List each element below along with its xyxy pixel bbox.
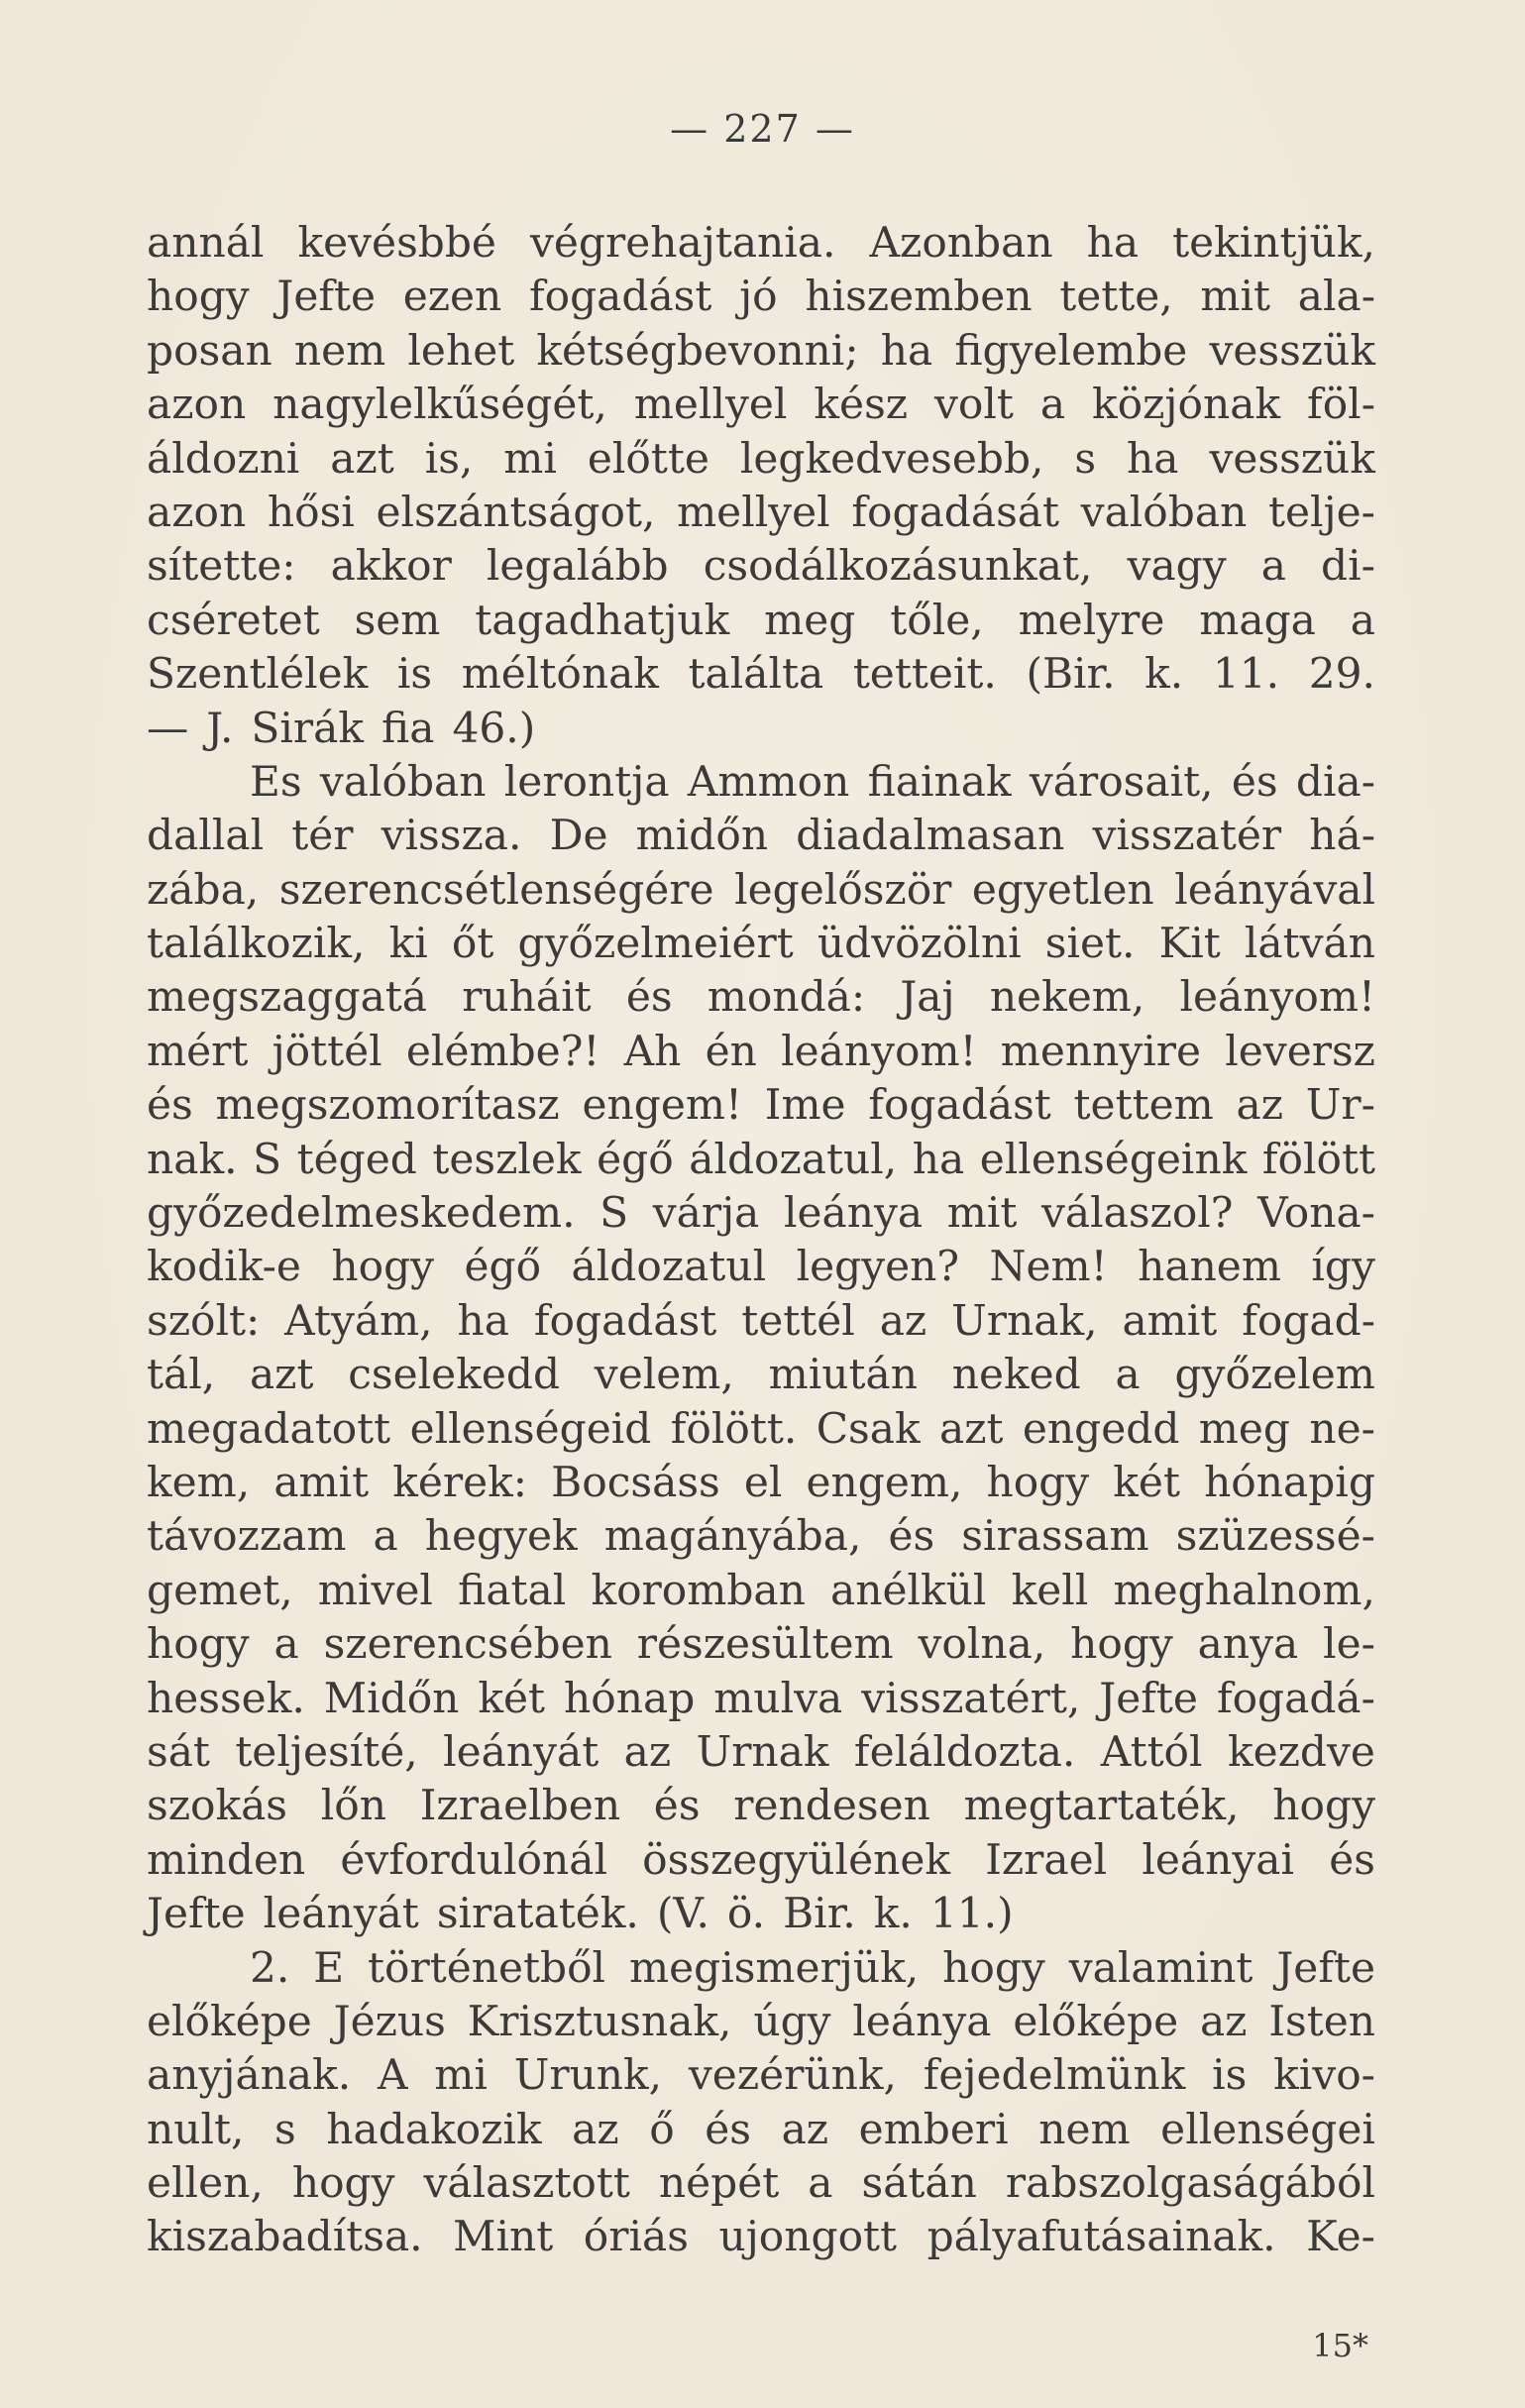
text-line: találkozik, ki őt győzelmeiért üdvözölni siet. Kit látván — [147, 919, 1375, 968]
text-line: áldozni azt is, mi előtte legkedvesebb, s ha vesszük — [147, 433, 1375, 483]
text-line: tál, azt cselekedd velem, miután neked a győzelem — [147, 1350, 1375, 1399]
text-line: gemet, mivel fiatal koromban anélkül kell meghalnom, — [147, 1565, 1375, 1614]
text-line: megadatott ellenségeid fölött. Csak azt engedd meg ne- — [147, 1403, 1375, 1453]
text-line: sát teljesíté, leányát az Urnak feláldozta. Attól kezdve — [147, 1726, 1375, 1776]
text-line: Es valóban lerontja Ammon fiainak városait, és dia- — [250, 756, 1375, 806]
text-line: Szentlélek is méltónak találta tetteit. (Bir. k. 11. 29. — [147, 649, 1375, 699]
text-line: dallal tér vissza. De midőn diadalmasan visszatér há- — [147, 811, 1375, 860]
text-line: szólt: Atyám, ha fogadást tettél az Urnak, amit fogad- — [147, 1295, 1375, 1345]
text-line: 2. E történetből megismerjük, hogy valamint Jefte — [250, 1942, 1375, 1992]
body-text — [147, 216, 1375, 2264]
text-line: annál kevésbbé végrehajtania. Azonban ha tekintjük, — [147, 218, 1375, 267]
text-line: Jefte leányát sirataték. (V. ö. Bir. k. 11.) — [147, 1889, 1014, 1938]
text-line: kiszabadítsa. Mint óriás ujongott pályafutásainak. Ke- — [147, 2212, 1375, 2261]
text-line: nak. S téged teszlek égő áldozatul, ha ellenségeink fölött — [147, 1134, 1375, 1183]
signature-mark: 15* — [1312, 2327, 1368, 2364]
text-line: győzedelmeskedem. S várja leánya mit válaszol? Vona- — [147, 1188, 1375, 1238]
text-line: anyjának. A mi Urunk, vezérünk, fejedelmünk is kivo- — [147, 2050, 1375, 2100]
text-line: minden évfordulónál összegyülének Izrael leányai és — [147, 1834, 1375, 1884]
text-line: ellen, hogy választott népét a sátán rabszolgaságából — [147, 2158, 1375, 2208]
text-line: cséretet sem tagadhatjuk meg tőle, melyre maga a — [147, 595, 1375, 644]
text-line: — J. Sirák fia 46.) — [147, 703, 536, 752]
text-line: posan nem lehet kétségbevonni; ha figyelembe vesszük — [147, 325, 1375, 375]
text-line: kem, amit kérek: Bocsáss el engem, hogy két hónapig — [147, 1457, 1375, 1506]
text-line: hogy Jefte ezen fogadást jó hiszemben tette, mit ala- — [147, 272, 1375, 321]
text-line: nult, s hadakozik az ő és az emberi nem ellenségei — [147, 2104, 1375, 2153]
text-line: zába, szerencsétlenségére legelőször egyetlen leányával — [147, 864, 1375, 914]
text-line: és megszomorítasz engem! Ime fogadást tettem az Ur- — [147, 1080, 1375, 1130]
text-line: szokás lőn Izraelben és rendesen megtartaték, hogy — [147, 1781, 1375, 1830]
text-line: azon nagylelkűségét, mellyel kész volt a közjónak föl- — [147, 380, 1375, 429]
text-line: távozzam a hegyek magányába, és sirassam szüzessé- — [147, 1511, 1375, 1561]
text-line: megszaggatá ruháit és mondá: Jaj nekem, leányom! — [147, 972, 1375, 1022]
text-line: kodik-e hogy égő áldozatul legyen? Nem! hanem így — [147, 1242, 1375, 1291]
text-line: előképe Jézus Krisztusnak, úgy leánya előképe az Isten — [147, 1996, 1375, 2045]
text-line: mért jöttél elémbe?! Ah én leányom! mennyire leversz — [147, 1026, 1375, 1075]
text-line: azon hősi elszántságot, mellyel fogadását valóban telje- — [147, 487, 1375, 536]
text-line: hessek. Midőn két hónap mulva visszatért, Jefte fogadá- — [147, 1673, 1375, 1722]
text-line: sítette: akkor legalább csodálkozásunkat, vagy a di- — [147, 541, 1375, 591]
text-line: hogy a szerencsében részesültem volna, hogy anya le- — [147, 1619, 1375, 1669]
page-number: — 227 — — [670, 107, 855, 151]
